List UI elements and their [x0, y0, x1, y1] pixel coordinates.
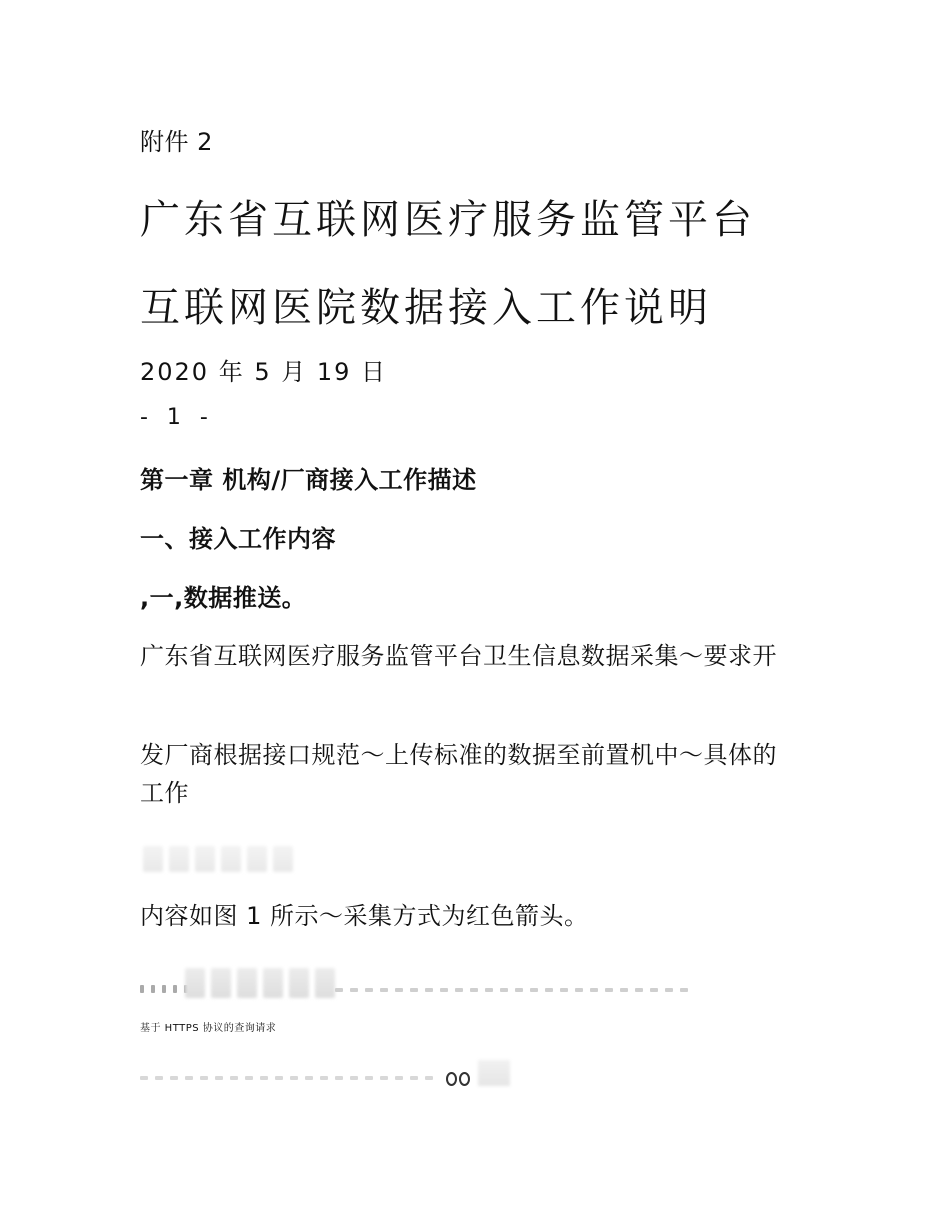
figure-dashes-left [140, 985, 188, 993]
subsection-heading: ,一,数据推送。 [140, 584, 307, 612]
document-date: 2020 年 5 月 19 日 [140, 358, 388, 386]
figure-connector-icon [446, 1072, 470, 1086]
blurred-figure-fragment-3 [478, 1060, 510, 1086]
attachment-label: 附件 2 [140, 128, 213, 156]
section-heading: 一、接入工作内容 [140, 525, 336, 553]
body-paragraph-1: 广东省互联网医疗服务监管平台卫生信息数据采集～要求开 [140, 642, 777, 670]
blurred-figure-fragment [143, 846, 293, 872]
figure-dashed-line-2 [140, 1076, 433, 1080]
body-paragraph-2: 发厂商根据接口规范～上传标准的数据至前置机中～具体的工作 [140, 741, 777, 807]
figure-dashed-line [335, 988, 688, 992]
body-paragraph-3: 内容如图 1 所示～采集方式为红色箭头。 [140, 902, 589, 930]
document-title-line1: 广东省互联网医疗服务监管平台 [140, 197, 756, 243]
blurred-figure-fragment-2 [185, 968, 335, 998]
chapter-heading: 第一章 机构/厂商接入工作描述 [140, 466, 477, 494]
page-number: - 1 - [140, 405, 214, 430]
document-title-line2: 互联网医院数据接入工作说明 [140, 285, 712, 331]
figure-caption: 基于 HTTPS 协议的查询请求 [140, 1023, 277, 1034]
